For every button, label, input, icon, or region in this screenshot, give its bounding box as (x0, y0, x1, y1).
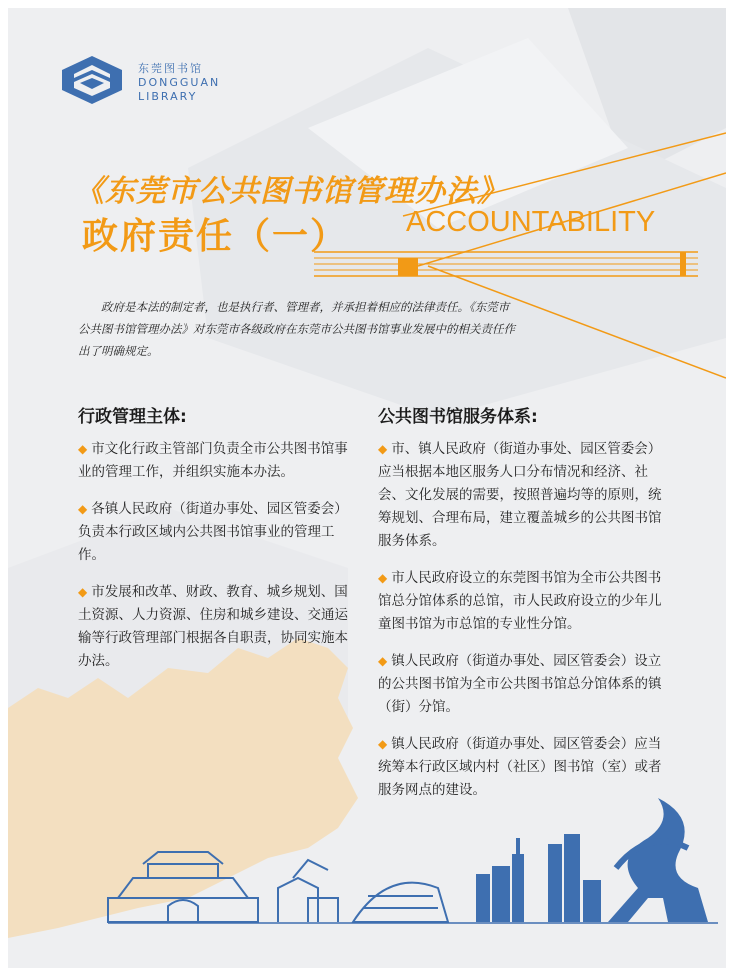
diamond-bullet-icon: ◆ (378, 571, 388, 585)
admin-authority-section (78, 402, 358, 687)
list-item (78, 498, 358, 567)
list-item-text: 镇人民政府（街道办事处、园区管委会）应当统筹本行政区域内村（社区）图书馆（室）或者服务网点的建设。 (378, 736, 662, 798)
list-item-text: 市文化行政主管部门负责全市公共图书馆事业的管理工作，并组织实施本办法。 (78, 441, 348, 480)
list-item (78, 581, 358, 673)
service-system-heading: 公共图书馆服务体系: (378, 407, 538, 427)
document-title: 《东莞市公共图书馆管理办法》 (74, 174, 508, 209)
deco-bar (680, 252, 686, 276)
logo-english-line2: LIBRARY (138, 90, 198, 103)
list-item-text: 市人民政府设立的东莞图书馆为全市公共图书馆总分馆体系的总馆，市人民政府设立的少年儿童图书馆为市总馆的专业性分馆。 (378, 570, 662, 632)
list-item (378, 733, 668, 802)
list-item (378, 650, 668, 719)
list-item-text: 各镇人民政府（街道办事处、园区管委会）负责本行政区域内公共图书馆事业的管理工作。 (78, 501, 348, 563)
section-title: 政府责任（一） (82, 216, 349, 257)
list-item-text: 市发展和改革、财政、教育、城乡规划、国土资源、人力资源、住房和城乡建设、交通运输等行政管理部门根据各自职责，协同实施本办法。 (78, 584, 348, 669)
skyline-towers (476, 798, 708, 922)
diamond-bullet-icon: ◆ (378, 654, 388, 668)
library-logo (62, 56, 262, 116)
admin-authority-heading: 行政管理主体: (78, 407, 187, 427)
list-item-text: 市、镇人民政府（街道办事处、园区管委会）应当根据本地区服务人口分布情况和经济、社会、文化发展的需要，按照普遍均等的原则，统筹规划、合理布局，建立覆盖城乡的公共图书馆服务体系。 (378, 441, 662, 549)
intro-paragraph: 政府是本法的制定者，也是执行者、管理者，并承担着相应的法律责任。《东莞市公共图书馆管理办法》对东莞市各级政府在东莞市公共图书馆事业发展中的相关责任作出了明确规定。 (78, 300, 515, 358)
logo-chinese-name: 东莞图书馆 (138, 62, 203, 75)
list-item (378, 567, 668, 636)
service-system-section (378, 402, 668, 816)
poster-page (8, 8, 726, 968)
diamond-bullet-icon: ◆ (78, 442, 88, 456)
diamond-bullet-icon: ◆ (378, 737, 388, 751)
diamond-bullet-icon: ◆ (378, 442, 388, 456)
list-item (378, 438, 668, 553)
diamond-bullet-icon: ◆ (78, 585, 88, 599)
diamond-bullet-icon: ◆ (78, 502, 88, 516)
list-item (78, 438, 358, 484)
english-subtitle: ACCOUNTABILITY (406, 206, 656, 238)
logo-english-line1: DONGGUAN (138, 76, 221, 89)
deco-square (398, 258, 418, 276)
library-logo-icon (62, 56, 128, 106)
list-item-text: 镇人民政府（街道办事处、园区管委会）设立的公共图书馆为全市公共图书馆总分馆体系的镇（街）分馆。 (378, 653, 662, 715)
